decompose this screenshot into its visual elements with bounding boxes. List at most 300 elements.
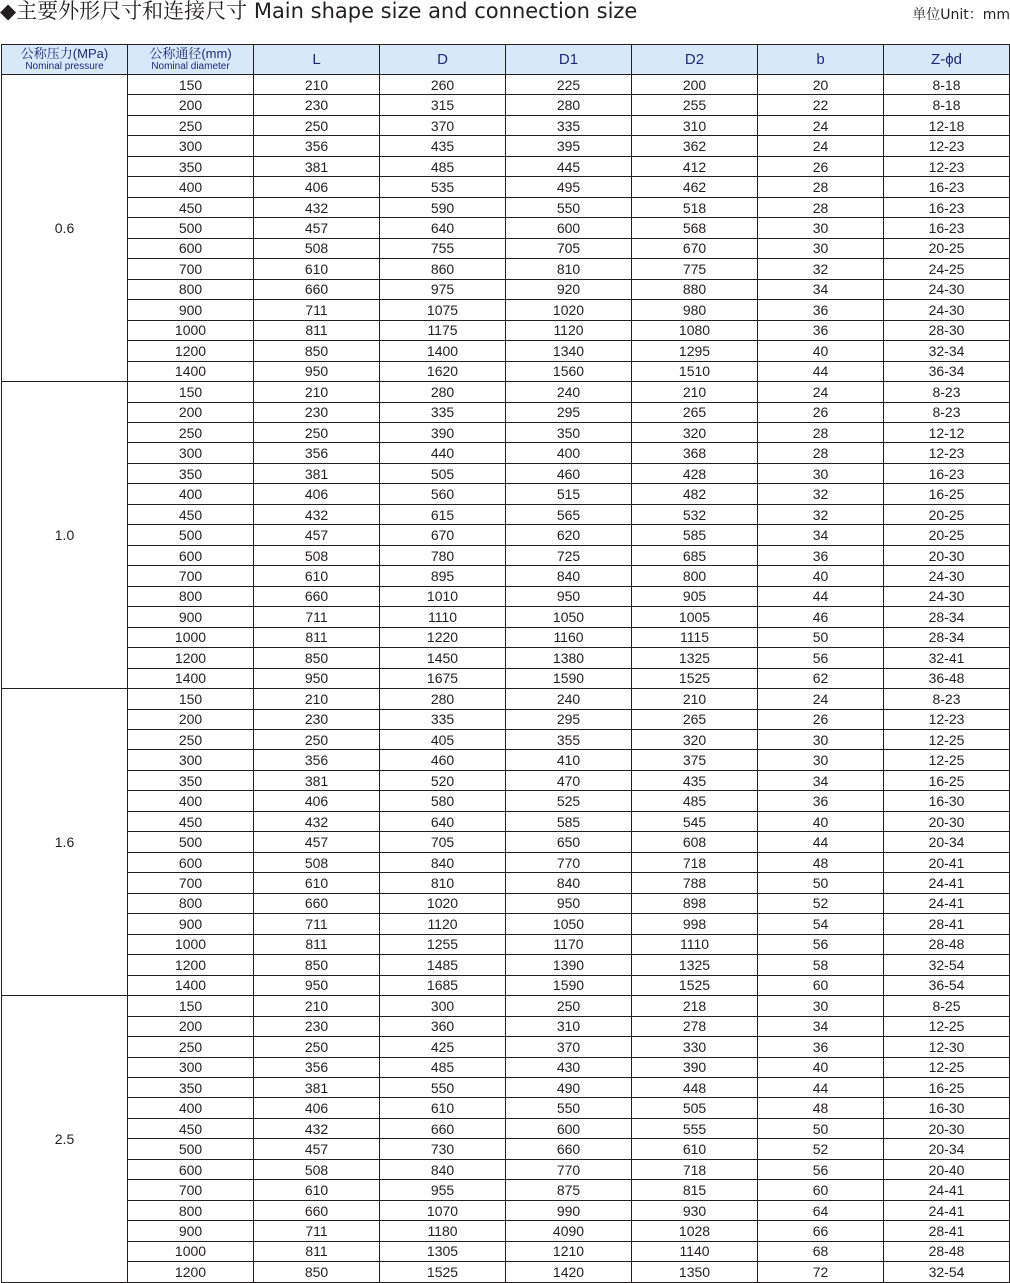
b-cell: 56 — [758, 934, 884, 954]
d2-cell: 930 — [632, 1200, 758, 1220]
z-phi-d-cell: 20-25 — [884, 504, 1010, 524]
header-z-phi-d: Z-ϕd — [884, 45, 1010, 75]
b-cell: 34 — [758, 525, 884, 545]
z-phi-d-cell: 8-18 — [884, 95, 1010, 115]
d2-cell: 1110 — [632, 934, 758, 954]
b-cell: 54 — [758, 914, 884, 934]
header-diameter — [128, 45, 254, 75]
nominal-diameter-cell: 600 — [128, 1159, 254, 1179]
d1-cell: 350 — [506, 422, 632, 442]
d2-cell: 545 — [632, 811, 758, 831]
nominal-diameter-cell: 1400 — [128, 975, 254, 995]
nominal-diameter-cell: 1000 — [128, 627, 254, 647]
b-cell: 50 — [758, 627, 884, 647]
z-phi-d-cell: 20-25 — [884, 238, 1010, 258]
d-cell: 260 — [380, 75, 506, 95]
nominal-diameter-cell: 800 — [128, 586, 254, 606]
d2-cell: 505 — [632, 1098, 758, 1118]
b-cell: 64 — [758, 1200, 884, 1220]
b-cell: 48 — [758, 1098, 884, 1118]
z-phi-d-cell: 16-23 — [884, 197, 1010, 217]
d1-cell: 770 — [506, 852, 632, 872]
table-row — [2, 95, 1010, 115]
nominal-diameter-cell: 600 — [128, 238, 254, 258]
header-row — [2, 45, 1010, 75]
d1-cell: 355 — [506, 730, 632, 750]
z-phi-d-cell: 24-41 — [884, 873, 1010, 893]
d-cell: 1070 — [380, 1200, 506, 1220]
nominal-diameter-cell: 250 — [128, 422, 254, 442]
l-cell: 250 — [254, 1037, 380, 1057]
d1-cell: 395 — [506, 136, 632, 156]
d-cell: 615 — [380, 504, 506, 524]
d-cell: 405 — [380, 730, 506, 750]
b-cell: 34 — [758, 279, 884, 299]
b-cell: 36 — [758, 300, 884, 320]
d-cell: 955 — [380, 1180, 506, 1200]
z-phi-d-cell: 12-23 — [884, 443, 1010, 463]
nominal-diameter-cell: 250 — [128, 1037, 254, 1057]
table-row — [2, 463, 1010, 483]
table-row — [2, 811, 1010, 831]
d1-cell: 1210 — [506, 1241, 632, 1261]
d2-cell: 310 — [632, 115, 758, 135]
pressure-cell: 1.0 — [2, 382, 128, 689]
d-cell: 370 — [380, 115, 506, 135]
d-cell: 1685 — [380, 975, 506, 995]
page-title: ◆主要外形尺寸和连接尺寸 Main shape size and connection size — [0, 0, 638, 23]
d1-cell: 1160 — [506, 627, 632, 647]
d1-cell: 620 — [506, 525, 632, 545]
l-cell: 711 — [254, 1221, 380, 1241]
d-cell: 580 — [380, 791, 506, 811]
header-d1: D1 — [506, 45, 632, 75]
d-cell: 485 — [380, 1057, 506, 1077]
d2-cell: 518 — [632, 197, 758, 217]
l-cell: 610 — [254, 566, 380, 586]
l-cell: 508 — [254, 852, 380, 872]
nominal-diameter-cell: 1200 — [128, 955, 254, 975]
d2-cell: 448 — [632, 1077, 758, 1097]
l-cell: 210 — [254, 689, 380, 709]
nominal-diameter-cell: 500 — [128, 1139, 254, 1159]
l-cell: 457 — [254, 218, 380, 238]
d1-cell: 550 — [506, 1098, 632, 1118]
b-cell: 26 — [758, 709, 884, 729]
d1-cell: 840 — [506, 873, 632, 893]
nominal-diameter-cell: 300 — [128, 1057, 254, 1077]
d1-cell: 660 — [506, 1139, 632, 1159]
nominal-diameter-cell: 450 — [128, 1118, 254, 1138]
d1-cell: 225 — [506, 75, 632, 95]
table-row — [2, 484, 1010, 504]
z-phi-d-cell: 24-41 — [884, 1180, 1010, 1200]
d1-cell: 565 — [506, 504, 632, 524]
nominal-diameter-cell: 900 — [128, 607, 254, 627]
b-cell: 46 — [758, 607, 884, 627]
l-cell: 406 — [254, 177, 380, 197]
l-cell: 660 — [254, 1200, 380, 1220]
table-row — [2, 115, 1010, 135]
d2-cell: 390 — [632, 1057, 758, 1077]
z-phi-d-cell: 28-34 — [884, 607, 1010, 627]
l-cell: 356 — [254, 1057, 380, 1077]
d1-cell: 280 — [506, 95, 632, 115]
d1-cell: 600 — [506, 1118, 632, 1138]
header-diameter-en: Nominal diameter — [151, 60, 230, 72]
d-cell: 1525 — [380, 1262, 506, 1282]
d-cell: 1120 — [380, 914, 506, 934]
d-cell: 485 — [380, 156, 506, 176]
l-cell: 230 — [254, 709, 380, 729]
b-cell: 36 — [758, 320, 884, 340]
table-row — [2, 607, 1010, 627]
d1-cell: 240 — [506, 382, 632, 402]
d2-cell: 1525 — [632, 668, 758, 688]
table-row — [2, 156, 1010, 176]
l-cell: 660 — [254, 893, 380, 913]
b-cell: 50 — [758, 1118, 884, 1138]
d2-cell: 718 — [632, 852, 758, 872]
table-row — [2, 320, 1010, 340]
d2-cell: 485 — [632, 791, 758, 811]
b-cell: 30 — [758, 730, 884, 750]
z-phi-d-cell: 20-40 — [884, 1159, 1010, 1179]
b-cell: 30 — [758, 238, 884, 258]
d2-cell: 1080 — [632, 320, 758, 340]
table-row — [2, 955, 1010, 975]
z-phi-d-cell: 36-54 — [884, 975, 1010, 995]
d2-cell: 788 — [632, 873, 758, 893]
b-cell: 56 — [758, 1159, 884, 1179]
l-cell: 432 — [254, 1118, 380, 1138]
table-row — [2, 566, 1010, 586]
d-cell: 840 — [380, 1159, 506, 1179]
d1-cell: 495 — [506, 177, 632, 197]
b-cell: 24 — [758, 115, 884, 135]
l-cell: 811 — [254, 627, 380, 647]
b-cell: 28 — [758, 197, 884, 217]
l-cell: 250 — [254, 730, 380, 750]
b-cell: 52 — [758, 1139, 884, 1159]
d2-cell: 1005 — [632, 607, 758, 627]
table-row — [2, 504, 1010, 524]
table-row — [2, 1262, 1010, 1282]
d1-cell: 460 — [506, 463, 632, 483]
table-row — [2, 893, 1010, 913]
nominal-diameter-cell: 150 — [128, 689, 254, 709]
nominal-diameter-cell: 350 — [128, 463, 254, 483]
table-row — [2, 975, 1010, 995]
table-row — [2, 422, 1010, 442]
table-row — [2, 525, 1010, 545]
l-cell: 356 — [254, 443, 380, 463]
l-cell: 381 — [254, 463, 380, 483]
b-cell: 32 — [758, 259, 884, 279]
b-cell: 32 — [758, 504, 884, 524]
b-cell: 44 — [758, 1077, 884, 1097]
d2-cell: 1525 — [632, 975, 758, 995]
d1-cell: 650 — [506, 832, 632, 852]
table-body — [2, 75, 1010, 1283]
d-cell: 640 — [380, 218, 506, 238]
d2-cell: 428 — [632, 463, 758, 483]
b-cell: 28 — [758, 443, 884, 463]
table-row — [2, 627, 1010, 647]
header-d: D — [380, 45, 506, 75]
d1-cell: 250 — [506, 996, 632, 1016]
d2-cell: 255 — [632, 95, 758, 115]
table-row — [2, 1159, 1010, 1179]
z-phi-d-cell: 28-30 — [884, 320, 1010, 340]
d-cell: 360 — [380, 1016, 506, 1036]
d-cell: 1400 — [380, 341, 506, 361]
d1-cell: 1390 — [506, 955, 632, 975]
header-pressure-en: Nominal pressure — [25, 60, 104, 72]
l-cell: 230 — [254, 95, 380, 115]
d-cell: 895 — [380, 566, 506, 586]
d2-cell: 320 — [632, 730, 758, 750]
d1-cell: 725 — [506, 545, 632, 565]
d2-cell: 412 — [632, 156, 758, 176]
d1-cell: 295 — [506, 709, 632, 729]
d2-cell: 1028 — [632, 1221, 758, 1241]
d1-cell: 515 — [506, 484, 632, 504]
l-cell: 432 — [254, 811, 380, 831]
b-cell: 30 — [758, 218, 884, 238]
d1-cell: 550 — [506, 197, 632, 217]
d-cell: 505 — [380, 463, 506, 483]
d1-cell: 770 — [506, 1159, 632, 1179]
d1-cell: 705 — [506, 238, 632, 258]
l-cell: 250 — [254, 422, 380, 442]
b-cell: 58 — [758, 955, 884, 975]
d-cell: 1255 — [380, 934, 506, 954]
d2-cell: 568 — [632, 218, 758, 238]
b-cell: 50 — [758, 873, 884, 893]
header-pressure-cn: 公称压力(MPa) — [20, 45, 109, 61]
b-cell: 26 — [758, 402, 884, 422]
b-cell: 52 — [758, 893, 884, 913]
d-cell: 1485 — [380, 955, 506, 975]
d-cell: 755 — [380, 238, 506, 258]
z-phi-d-cell: 20-30 — [884, 1118, 1010, 1138]
table-row — [2, 1098, 1010, 1118]
d-cell: 280 — [380, 382, 506, 402]
z-phi-d-cell: 24-30 — [884, 586, 1010, 606]
table-row — [2, 75, 1010, 95]
nominal-diameter-cell: 900 — [128, 1221, 254, 1241]
nominal-diameter-cell: 300 — [128, 136, 254, 156]
nominal-diameter-cell: 500 — [128, 525, 254, 545]
z-phi-d-cell: 8-23 — [884, 402, 1010, 422]
table-row — [2, 443, 1010, 463]
z-phi-d-cell: 20-41 — [884, 852, 1010, 872]
nominal-diameter-cell: 150 — [128, 75, 254, 95]
d2-cell: 685 — [632, 545, 758, 565]
d-cell: 660 — [380, 1118, 506, 1138]
header-pressure — [2, 45, 128, 75]
nominal-diameter-cell: 700 — [128, 259, 254, 279]
table-row — [2, 832, 1010, 852]
nominal-diameter-cell: 400 — [128, 177, 254, 197]
d2-cell: 898 — [632, 893, 758, 913]
d-cell: 460 — [380, 750, 506, 770]
l-cell: 210 — [254, 382, 380, 402]
l-cell: 508 — [254, 238, 380, 258]
table-row — [2, 852, 1010, 872]
d2-cell: 265 — [632, 402, 758, 422]
z-phi-d-cell: 12-25 — [884, 730, 1010, 750]
z-phi-d-cell: 12-18 — [884, 115, 1010, 135]
table-row — [2, 1057, 1010, 1077]
table-row — [2, 770, 1010, 790]
z-phi-d-cell: 12-12 — [884, 422, 1010, 442]
d-cell: 860 — [380, 259, 506, 279]
z-phi-d-cell: 28-48 — [884, 1241, 1010, 1261]
d-cell: 435 — [380, 136, 506, 156]
z-phi-d-cell: 16-25 — [884, 1077, 1010, 1097]
nominal-diameter-cell: 700 — [128, 873, 254, 893]
table-row — [2, 1180, 1010, 1200]
l-cell: 711 — [254, 914, 380, 934]
d1-cell: 335 — [506, 115, 632, 135]
d2-cell: 1325 — [632, 955, 758, 975]
z-phi-d-cell: 20-34 — [884, 832, 1010, 852]
z-phi-d-cell: 12-23 — [884, 136, 1010, 156]
table-row — [2, 996, 1010, 1016]
d1-cell: 310 — [506, 1016, 632, 1036]
nominal-diameter-cell: 150 — [128, 996, 254, 1016]
b-cell: 44 — [758, 832, 884, 852]
l-cell: 850 — [254, 341, 380, 361]
d1-cell: 430 — [506, 1057, 632, 1077]
table-row — [2, 177, 1010, 197]
nominal-diameter-cell: 1200 — [128, 341, 254, 361]
d1-cell: 810 — [506, 259, 632, 279]
b-cell: 40 — [758, 1057, 884, 1077]
d-cell: 705 — [380, 832, 506, 852]
d1-cell: 240 — [506, 689, 632, 709]
l-cell: 950 — [254, 668, 380, 688]
b-cell: 24 — [758, 136, 884, 156]
d-cell: 670 — [380, 525, 506, 545]
l-cell: 950 — [254, 975, 380, 995]
b-cell: 36 — [758, 1037, 884, 1057]
l-cell: 356 — [254, 136, 380, 156]
table-row — [2, 586, 1010, 606]
b-cell: 34 — [758, 770, 884, 790]
z-phi-d-cell: 24-30 — [884, 566, 1010, 586]
d1-cell: 875 — [506, 1180, 632, 1200]
d-cell: 1620 — [380, 361, 506, 381]
nominal-diameter-cell: 1200 — [128, 648, 254, 668]
d2-cell: 435 — [632, 770, 758, 790]
d2-cell: 585 — [632, 525, 758, 545]
d2-cell: 1350 — [632, 1262, 758, 1282]
d-cell: 335 — [380, 709, 506, 729]
b-cell: 44 — [758, 361, 884, 381]
z-phi-d-cell: 12-25 — [884, 750, 1010, 770]
d1-cell: 990 — [506, 1200, 632, 1220]
z-phi-d-cell: 20-30 — [884, 545, 1010, 565]
nominal-diameter-cell: 350 — [128, 156, 254, 176]
d1-cell: 470 — [506, 770, 632, 790]
b-cell: 26 — [758, 156, 884, 176]
nominal-diameter-cell: 200 — [128, 709, 254, 729]
l-cell: 811 — [254, 934, 380, 954]
table-row — [2, 914, 1010, 934]
table-row — [2, 382, 1010, 402]
b-cell: 40 — [758, 341, 884, 361]
nominal-diameter-cell: 1400 — [128, 668, 254, 688]
b-cell: 30 — [758, 750, 884, 770]
nominal-diameter-cell: 800 — [128, 893, 254, 913]
d-cell: 1220 — [380, 627, 506, 647]
b-cell: 36 — [758, 545, 884, 565]
d1-cell: 410 — [506, 750, 632, 770]
d1-cell: 1590 — [506, 975, 632, 995]
d1-cell: 1170 — [506, 934, 632, 954]
d2-cell: 375 — [632, 750, 758, 770]
l-cell: 250 — [254, 115, 380, 135]
table-row — [2, 1016, 1010, 1036]
b-cell: 28 — [758, 177, 884, 197]
z-phi-d-cell: 16-23 — [884, 218, 1010, 238]
d2-cell: 608 — [632, 832, 758, 852]
nominal-diameter-cell: 400 — [128, 484, 254, 504]
z-phi-d-cell: 12-25 — [884, 1016, 1010, 1036]
z-phi-d-cell: 32-34 — [884, 341, 1010, 361]
d1-cell: 950 — [506, 586, 632, 606]
table-row — [2, 934, 1010, 954]
d-cell: 315 — [380, 95, 506, 115]
d-cell: 1305 — [380, 1241, 506, 1261]
l-cell: 381 — [254, 1077, 380, 1097]
b-cell: 66 — [758, 1221, 884, 1241]
b-cell: 30 — [758, 996, 884, 1016]
d-cell: 1180 — [380, 1221, 506, 1241]
z-phi-d-cell: 28-41 — [884, 1221, 1010, 1241]
d-cell: 840 — [380, 852, 506, 872]
l-cell: 610 — [254, 259, 380, 279]
l-cell: 660 — [254, 586, 380, 606]
table-row — [2, 750, 1010, 770]
d-cell: 590 — [380, 197, 506, 217]
d2-cell: 532 — [632, 504, 758, 524]
d1-cell: 1020 — [506, 300, 632, 320]
d-cell: 390 — [380, 422, 506, 442]
l-cell: 610 — [254, 1180, 380, 1200]
d1-cell: 1560 — [506, 361, 632, 381]
b-cell: 44 — [758, 586, 884, 606]
nominal-diameter-cell: 1400 — [128, 361, 254, 381]
b-cell: 60 — [758, 975, 884, 995]
d2-cell: 880 — [632, 279, 758, 299]
z-phi-d-cell: 28-41 — [884, 914, 1010, 934]
table-row — [2, 730, 1010, 750]
nominal-diameter-cell: 250 — [128, 730, 254, 750]
pressure-cell: 1.6 — [2, 689, 128, 996]
z-phi-d-cell: 36-48 — [884, 668, 1010, 688]
table-row — [2, 648, 1010, 668]
nominal-diameter-cell: 800 — [128, 1200, 254, 1220]
d2-cell: 1140 — [632, 1241, 758, 1261]
d1-cell: 920 — [506, 279, 632, 299]
nominal-diameter-cell: 700 — [128, 566, 254, 586]
table-row — [2, 218, 1010, 238]
d-cell: 1010 — [380, 586, 506, 606]
